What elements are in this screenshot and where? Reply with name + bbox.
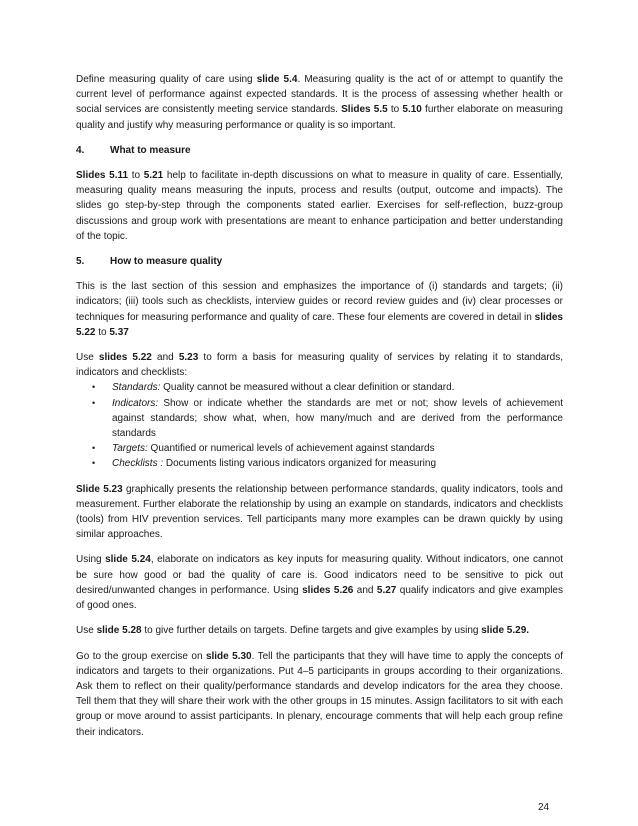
paragraph-group-exercise: Go to the group exercise on slide 5.30. Tell the participants that they will have time to apply the concepts of indicators and targets to their organizations. Put 4–5 participants in groups according to their organizations. Ask them to reflect on their quality/performance standards and develop indicators for the area they choose. Tell them that they will share their work with the other groups in 15 minutes. Assign facilitators to sit with each group or move around to assist participants. In plenary, encourage comments that will help each group refine their indicators. (76, 650, 564, 738)
bullet-icon: • (92, 443, 96, 454)
paragraph-use-slides: Use slides 5.22 and 5.23 to form a basis for measuring quality of services by relating it to standards, indicators and checklists: (76, 352, 564, 379)
paragraph-slide-5-23: Slide 5.23 graphically presents the relationship between performance standards, quality indicators, tools and measurement. Further elaborate the relationship by using an example on standards, indicators and checklists (tools) from HIV prevention services. Tell participants many more examples can be drawn quickly by using similar approaches. (76, 483, 563, 541)
section-title: What to measure (110, 144, 191, 156)
bullet-list (76, 380, 563, 471)
paragraph-measuring-quality: Define measuring quality of care using slide 5.4. Measuring quality is the act of or attempt to quantify the current level of performance against expected standards. It is the process of assessing whether health or social services are consistently meeting service standards. Slides 5.5 to 5.10 further elaborate on measuring quality and justify why measuring performance or quality is so important. (76, 74, 564, 131)
section-heading-what-to-measure (76, 143, 563, 158)
paragraph-targets: Use slide 5.28 to give further details on targets. Define targets and give examples by using slide 5.29. (76, 625, 530, 637)
page-content (76, 72, 563, 740)
section-heading-how-to-measure (76, 254, 563, 269)
bullet-icon: • (92, 397, 96, 408)
paragraph-indicators: Using slide 5.24, elaborate on indicators as key inputs for measuring quality. Without indicators, one cannot be sure how good or bad the quality of care is. Good indicators need to be sensitive to pick out desired/unwanted changes in performance. Using slides 5.26 and 5.27 qualify indicators and give examples of good ones. (76, 554, 563, 612)
section-number: 4. (76, 144, 85, 156)
section-number: 5. (76, 256, 85, 268)
section-title: How to measure quality (110, 256, 223, 268)
list-item: • Checklists : Documents listing various indicators organized for measuring (76, 456, 563, 471)
list-item: • Standards: Quality cannot be measured without a clear definition or standard. (76, 380, 563, 395)
bullet-icon: • (92, 458, 96, 469)
page-number: 24 (538, 802, 550, 813)
paragraph-what-to-measure: Slides 5.11 to 5.21 help to facilitate in-depth discussions on what to measure in quality of care. Essentially, measuring quality means measuring the inputs, process and results (output, outcome and impacts). The slides go step-by-step through the components stated earlier. Exercises for self-reflection, buzz-group discussions and group work with presentations are meant to enhance participation and better understanding of the topic. (76, 170, 563, 242)
paragraph-last-section: This is the last section of this session and emphasizes the importance of (i) standards and targets; (ii) indicators; (iii) tools such as checklists, interview guides or record review guides and (iv) clear processes or techniques for measuring performance and quality of care. These four elements are covered in detail in slides 5.22 to 5.37 (76, 281, 563, 338)
bullet-icon: • (92, 382, 96, 393)
list-item: • Targets: Quantified or numerical levels of achievement against standards (76, 441, 563, 456)
list-item: • Indicators: Show or indicate whether the standards are met or not; show levels of achievement against standards; show what, when, how many/much and are derived from the performance standards (92, 397, 563, 440)
